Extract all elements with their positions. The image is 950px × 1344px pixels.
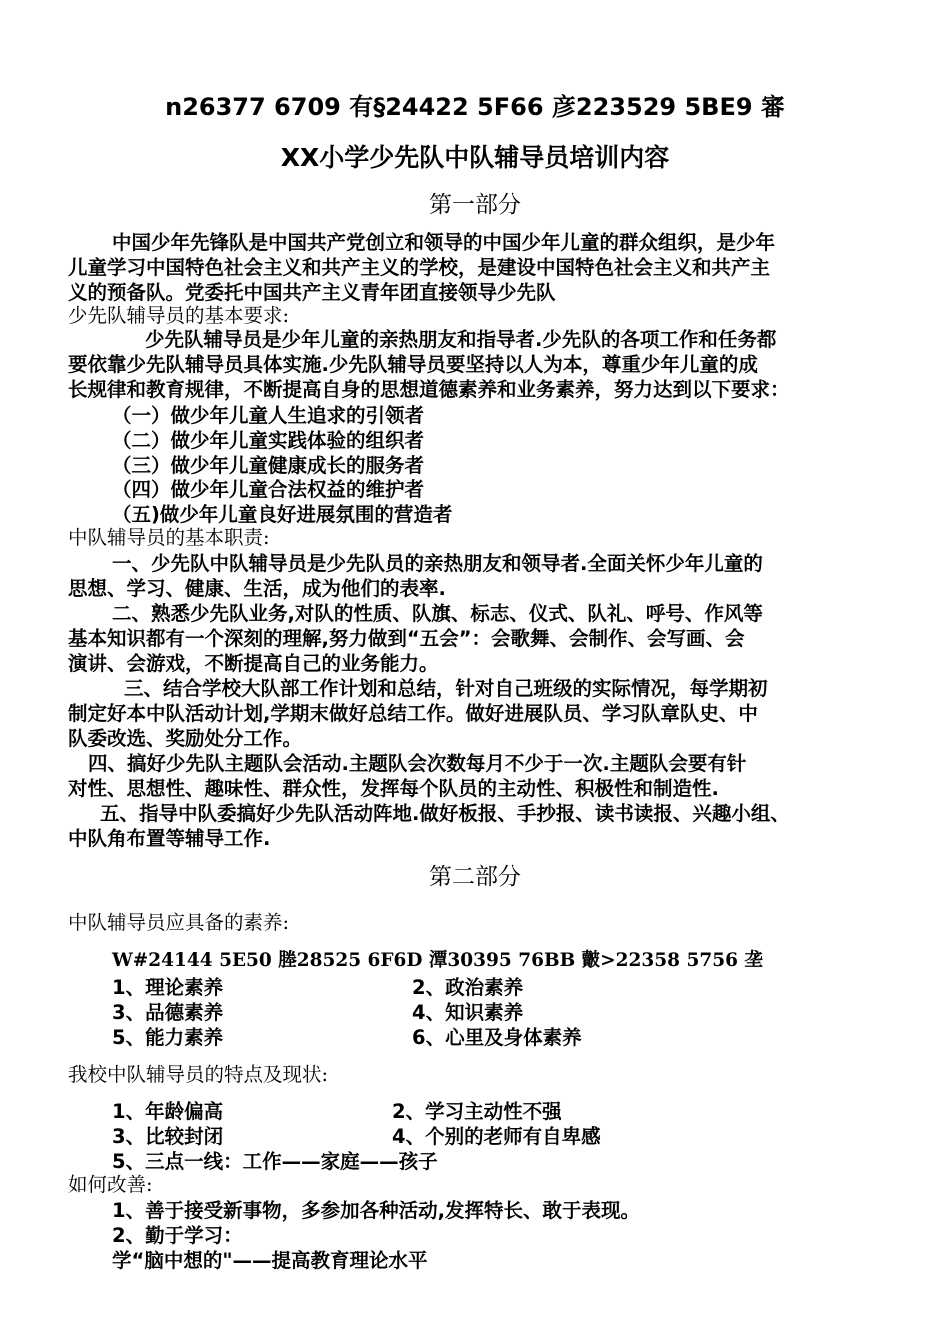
duty-line: 基本知识都有一个深刻的理解,努力做到“五会”：会歌舞、会制作、会写画、会 bbox=[68, 627, 745, 650]
quality-item: 2、政治素养 bbox=[412, 976, 524, 999]
status-item: 4、个别的老师有自卑感 bbox=[392, 1125, 601, 1148]
intro-line: 义的预备队。党委托中国共产主义青年团直接领导少先队 bbox=[68, 281, 556, 304]
status-item: 3、比较封闭 bbox=[112, 1125, 224, 1148]
requirement-item: （三）做少年儿童健康成长的服务者 bbox=[112, 454, 425, 477]
intro-line: 儿童学习中国特色社会主义和共产主义的学校，是建设中国特色社会主义和共产主 bbox=[68, 256, 771, 279]
improve-item: 1、善于接受新事物，多参加各种活动,发挥特长、敢于表现。 bbox=[112, 1199, 640, 1222]
status-item: 1、年龄偏高 bbox=[112, 1100, 224, 1123]
requirements-text: 长规律和教育规律，不断提高自身的思想道德素养和业务素养，努力达到以下要求： bbox=[68, 378, 790, 401]
duty-line: 队委改选、奖励处分工作。 bbox=[68, 727, 303, 750]
duty-line: 二、熟悉少先队业务,对队的性质、队旗、标志、仪式、队礼、呼号、作风等 bbox=[112, 602, 763, 625]
duties-heading: 中队辅导员的基本职责: bbox=[68, 526, 270, 549]
improve-item: 2、勤于学习： bbox=[112, 1224, 243, 1247]
quality-item: 5、能力素养 bbox=[112, 1026, 224, 1049]
duty-line: 中队角布置等辅导工作. bbox=[68, 827, 271, 850]
requirements-text: 要依靠少先队辅导员具体实施.少先队辅导员要坚持以人为本，尊重少年儿童的成 bbox=[68, 353, 758, 376]
document-title: XX小学少先队中队辅导员培训内容 bbox=[280, 143, 670, 172]
requirement-item: （四）做少年儿童合法权益的维护者 bbox=[112, 478, 425, 501]
garbled-header: n26377 6709 有§24422 5F66 彦223529 5BE9 審 bbox=[165, 93, 785, 121]
status-item: 5、三点一线：工作——家庭——孩子 bbox=[112, 1150, 438, 1173]
garbled-qualities-line: W#24144 5E50 塍28525 6F6D 潭30395 76BB 皾>22358 5756 垄 bbox=[112, 950, 763, 971]
duty-line: 对性、思想性、趣味性、群众性，发挥每个队员的主动性、积极性和制造性. bbox=[68, 777, 719, 800]
intro-line: 中国少年先锋队是中国共产党创立和领导的中国少年儿童的群众组织，是少年 bbox=[112, 231, 776, 254]
duty-line: 演讲、会游戏，不断提高自己的业务能力。 bbox=[68, 652, 439, 675]
quality-item: 1、理论素养 bbox=[112, 976, 224, 999]
improve-item: 学“脑中想的"——提高教育理论水平 bbox=[112, 1249, 428, 1272]
requirement-item: （一）做少年儿童人生追求的引领者 bbox=[112, 404, 425, 427]
requirements-text: 少先队辅导员是少年儿童的亲热朋友和指导者.少先队的各项工作和任务都 bbox=[145, 328, 777, 351]
quality-item: 4、知识素养 bbox=[412, 1001, 524, 1024]
duty-line: 三、结合学校大队部工作计划和总结，针对自己班级的实际情况，每学期初 bbox=[124, 677, 768, 700]
status-item: 2、学习主动性不强 bbox=[392, 1100, 562, 1123]
improve-heading: 如何改善: bbox=[68, 1173, 153, 1196]
quality-item: 3、品德素养 bbox=[112, 1001, 224, 1024]
duty-line: 五、指导中队委搞好少先队活动阵地.做好板报、手抄报、读书读报、兴趣小组、 bbox=[100, 802, 790, 825]
duty-line: 一、少先队中队辅导员是少先队员的亲热朋友和领导者.全面关怀少年儿童的 bbox=[112, 552, 763, 575]
duty-line: 制定好本中队活动计划,学期末做好总结工作。做好进展队员、学习队章队史、中 bbox=[68, 702, 758, 725]
quality-item: 6、心里及身体素养 bbox=[412, 1026, 582, 1049]
part2-heading: 第二部分 bbox=[429, 864, 521, 890]
part1-heading: 第一部分 bbox=[429, 192, 521, 218]
duty-line: 四、搞好少先队主题队会活动.主题队会次数每月不少于一次.主题队会要有针 bbox=[88, 752, 747, 775]
duty-line: 思想、学习、健康、生活，成为他们的表率. bbox=[68, 577, 446, 600]
requirements-heading: 少先队辅导员的基本要求: bbox=[68, 304, 290, 327]
qualities-heading: 中队辅导员应具备的素养: bbox=[68, 911, 290, 934]
status-heading: 我校中队辅导员的特点及现状: bbox=[68, 1063, 329, 1086]
requirement-item: （二）做少年儿童实践体验的组织者 bbox=[112, 429, 425, 452]
requirement-item: （五)做少年儿童良好进展氛围的营造者 bbox=[112, 503, 453, 526]
